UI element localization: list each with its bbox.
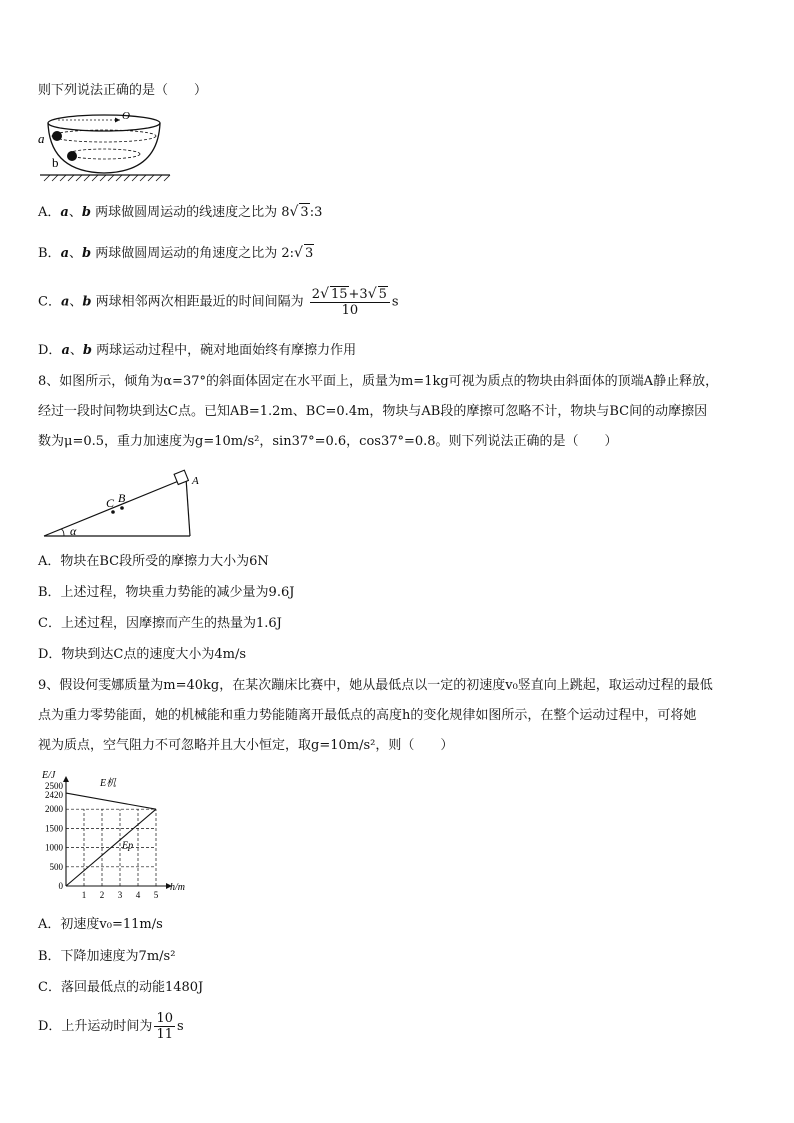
- incline-vertical: [186, 478, 190, 536]
- q9-option-c[interactable]: C．落回最低点的动能1480J: [38, 980, 204, 995]
- y-tick-label: 2000: [45, 804, 63, 815]
- x-tick-label: 2: [99, 890, 105, 900]
- series-label-potential-energy: Ep: [122, 840, 134, 852]
- label-b-point: B: [118, 491, 126, 505]
- y-tick-label: 500: [49, 861, 63, 872]
- bowl-rim: [48, 115, 160, 131]
- q8-option-a[interactable]: A．物块在BC段所受的摩擦力大小为6N: [38, 554, 269, 569]
- bowl-figure: [34, 108, 174, 184]
- y-tick-label: 2500: [45, 781, 63, 791]
- y-tick-label: 0: [58, 881, 63, 891]
- series-line-mechanical-energy: [66, 793, 156, 809]
- label-a-point: A: [192, 475, 199, 487]
- y-axis-arrow: [63, 776, 69, 782]
- q8-stem-line-2: 经过一段时间物块到达C点。已知AB=1.2m、BC=0.4m，物块与AB段的摩擦可忽略不计，物块与BC间的动摩擦因: [38, 404, 708, 419]
- ball-b: [67, 151, 77, 161]
- point-b: [120, 506, 124, 510]
- angle-arc: [61, 529, 64, 536]
- q9-stem-line-3: 视为质点，空气阻力不可忽略并且大小恒定，取g=10m/s²，则（ ）: [38, 738, 454, 753]
- y-axis-label: E/J: [42, 770, 56, 781]
- point-c: [111, 510, 115, 514]
- q7-option-b[interactable]: B．a、b 两球做圆周运动的角速度之比为 2:√ 3: [38, 245, 314, 261]
- label-alpha: α: [70, 524, 77, 538]
- q8-option-c[interactable]: C．上述过程，因摩擦而产生的热量为1.6J: [38, 616, 282, 631]
- q9-stem-line-2: 点为重力零势能面，她的机械能和重力势能随离开最低点的高度h的变化规律如图所示，在整个运动过程中，可将她: [38, 708, 697, 723]
- q9-d-fraction: $\frac{10}{11}$: [156, 1011, 173, 1042]
- incline-figure: [40, 466, 210, 540]
- q7-c-fraction: $\frac{2√ 15+3√ 5}{10}$: [310, 286, 390, 318]
- q7-option-d[interactable]: D．a、b 两球运动过程中，碗对地面始终有摩擦力作用: [38, 343, 357, 358]
- label-a: a: [38, 131, 45, 146]
- energy-chart: [30, 764, 200, 904]
- orbit-b: [68, 149, 140, 159]
- q7-a-ratio: 8√ 3:3: [281, 204, 323, 220]
- orbit-a: [52, 130, 156, 142]
- question-7-prompt: 则下列说法正确的是（ ）: [38, 83, 208, 98]
- q8-option-b[interactable]: B．上述过程，物块重力势能的减少量为9.6J: [38, 585, 295, 600]
- series-label-mechanical-energy: E机: [100, 778, 117, 790]
- x-tick-label: 3: [117, 890, 123, 900]
- label-c: C: [106, 496, 115, 510]
- q7-b-ratio: 2:√ 3: [281, 245, 314, 261]
- x-tick-label: 1: [81, 890, 87, 900]
- q7-option-c[interactable]: C．a、b 两球相邻两次相距最近的时间间隔为 $\frac{2√ 15+3√ 5}{10}$ s: [38, 286, 399, 318]
- q9-option-b[interactable]: B．下降加速度为7m/s²: [38, 949, 176, 964]
- q8-option-d[interactable]: D．物块到达C点的速度大小为4m/s: [38, 647, 247, 662]
- x-tick-label: 5: [153, 890, 159, 900]
- q8-stem-line-3: 数为μ=0.5，重力加速度为g=10m/s²，sin37°=0.6，cos37°=0.8。则下列说法正确的是（ ）: [38, 434, 618, 449]
- x-axis-label: h/m: [170, 882, 185, 893]
- y-tick-label: 2420: [45, 790, 63, 801]
- y-tick-label: 1000: [45, 842, 63, 853]
- q7-option-a[interactable]: A．a、b 两球做圆周运动的线速度之比为 8√ 3:3: [38, 204, 323, 220]
- ball-a: [52, 131, 62, 141]
- incline-slope: [44, 478, 186, 536]
- ground-hatch: [44, 175, 170, 181]
- q8-stem-line-1: 8、如图所示，倾角为α=37°的斜面体固定在水平面上，质量为m=1kg可视为质点的物块由斜面体的顶端A静止释放，: [38, 374, 719, 389]
- x-tick-label: 4: [135, 890, 141, 900]
- label-o: O: [122, 110, 130, 122]
- q9-option-a[interactable]: A．初速度v₀=11m/s: [38, 917, 163, 932]
- q9-option-d[interactable]: D．上升运动时间为 $\frac{10}{11}$ s: [38, 1011, 184, 1042]
- y-tick-label: 1500: [45, 823, 63, 834]
- label-b: b: [52, 155, 59, 170]
- q9-stem-line-1: 9、假设何雯娜质量为m=40kg，在某次蹦床比赛中，她从最低点以一定的初速度v₀竖直向上跳起，取运动过程的最低: [38, 678, 713, 693]
